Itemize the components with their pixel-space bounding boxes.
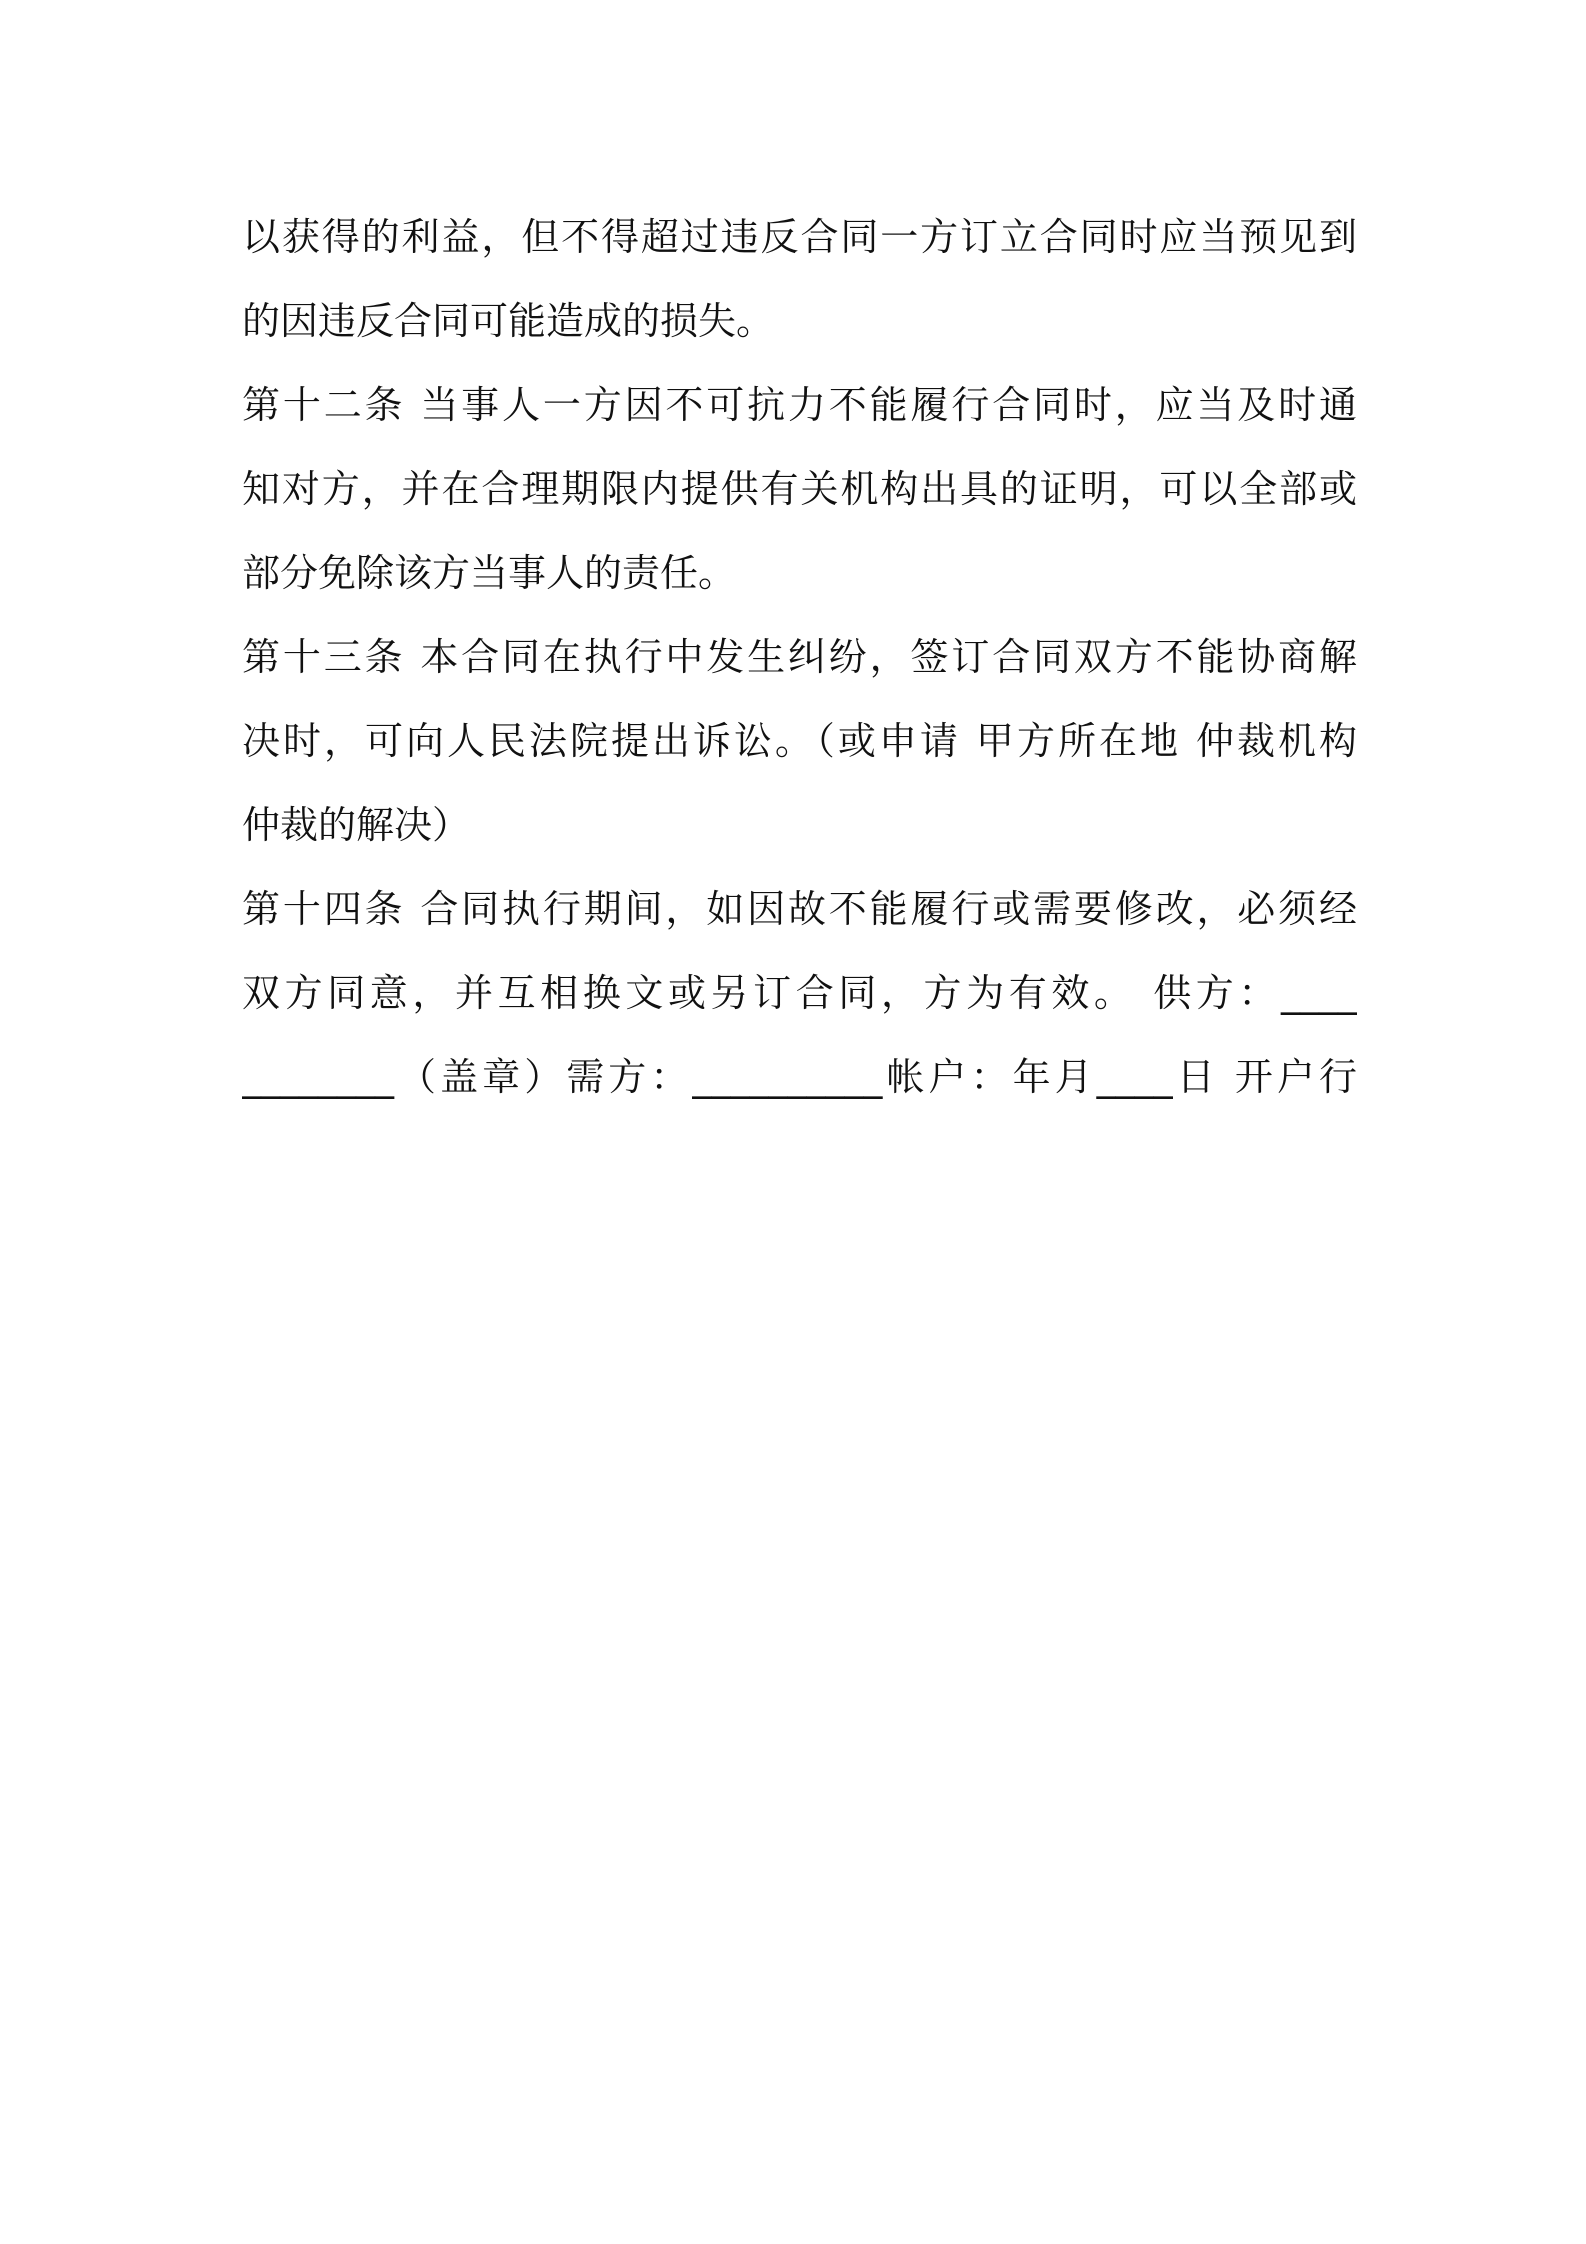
article-12-heading-line: 第十二条 当事人一方因不可抗力不能履行合同时，应当及时通 xyxy=(242,383,1357,427)
buyer-signature-line: ________（盖章）需方：__________帐户：年月____日 开户行 xyxy=(242,1055,1357,1099)
text-line: 的因违反合同可能造成的损失。 xyxy=(242,299,775,343)
text-line: 部分免除该方当事人的责任。 xyxy=(242,551,737,595)
article-14-heading-line: 第十四条 合同执行期间，如因故不能履行或需要修改，必须经 xyxy=(242,887,1357,931)
text-line: 以获得的利益，但不得超过违反合同一方订立合同时应当预见到 xyxy=(242,215,1357,259)
supplier-signature-line: 双方同意，并互相换文或另订合同，方为有效。 供方：____ xyxy=(242,971,1357,1015)
text-line: 仲裁的解决） xyxy=(242,803,471,847)
article-13-heading-line: 第十三条 本合同在执行中发生纠纷，签订合同双方不能协商解 xyxy=(242,635,1357,679)
contract-text xyxy=(242,195,1357,1119)
text-line: 决时，可向人民法院提出诉讼。（或申请 甲方所在地 仲裁机构 xyxy=(242,719,1357,763)
text-line: 知对方，并在合理期限内提供有关机构出具的证明，可以全部或 xyxy=(242,467,1357,511)
